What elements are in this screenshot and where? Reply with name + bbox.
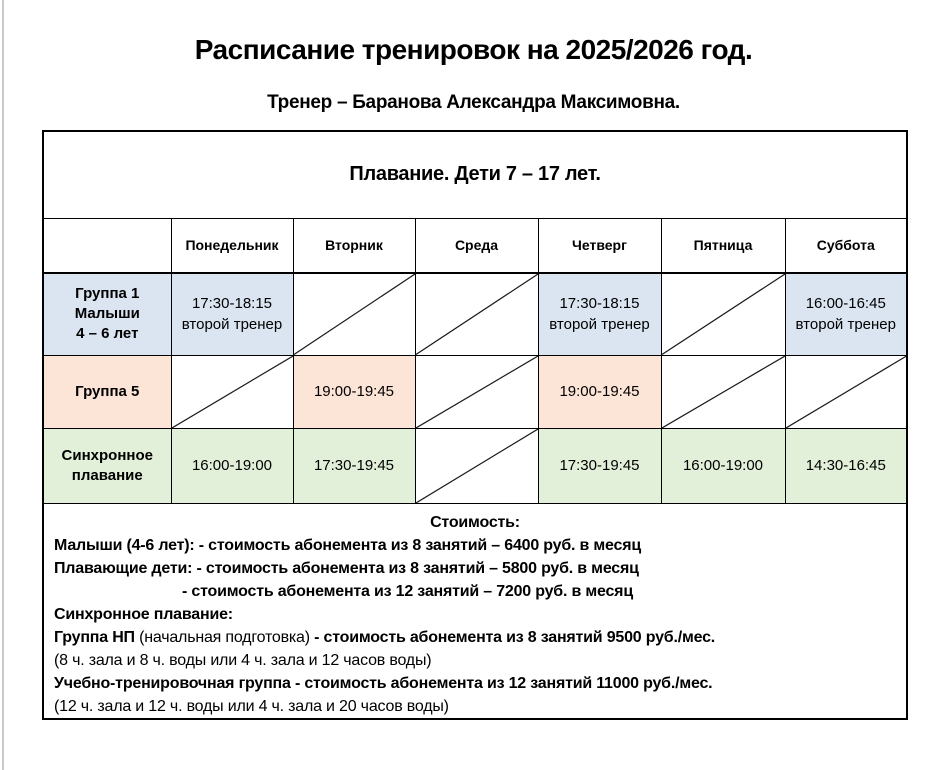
schedule-cell [785,428,907,503]
time-note: второй тренер [549,316,650,334]
pricing-line [54,603,896,626]
schedule-cell [293,428,415,503]
group-label-line: Синхронное [61,446,153,464]
pricing-header [54,511,896,534]
pricing-text: Синхронное плавание: [54,605,233,623]
diagonal-line-icon [416,356,538,428]
pricing-line [54,557,896,580]
time-slot: 17:30-19:45 [559,457,640,474]
time-slot: 19:00-19:45 [559,383,640,400]
pricing-text: Плавающие дети: - стоимость абонемента из 8 занятий – 5800 руб. в месяц [54,559,639,577]
schedule-cell [661,428,785,503]
time-slot: 14:30-16:45 [805,457,886,474]
time-slot: 19:00-19:45 [313,383,395,400]
group-label-cell [43,355,171,428]
time-note: второй тренер [795,316,896,334]
day-header-friday: Пятница [661,218,785,273]
pricing-text: Группа НП [54,628,140,646]
day-header-wednesday: Среда [415,218,538,273]
diagonal-line-icon [294,274,415,355]
time-slot: 16:00-19:00 [191,457,273,474]
diagonal-line-icon [662,274,785,355]
diagonal-line-icon [416,274,538,355]
pricing-text: - стоимость абонемента из 8 занятий 9500 руб./мес. [314,628,716,646]
page-title: Расписание тренировок на 2025/2026 год. [194,34,753,65]
time-slot: 17:30-18:15 [559,295,640,313]
schedule-cell [538,355,661,428]
schedule-table [42,130,908,720]
time-slot: 17:30-18:15 [191,295,273,313]
table-caption: Плавание. Дети 7 – 17 лет. [43,131,907,218]
schedule-cell [785,273,907,355]
group-label-line: Группа 1 [75,285,140,303]
empty-cell-diagonal [661,273,785,355]
diagonal-line-icon [786,356,907,428]
empty-cell-diagonal [661,355,785,428]
empty-cell-diagonal [293,273,415,355]
group-label-cell [43,428,171,503]
schedule-cell [538,428,661,503]
group-label-line: 4 – 6 лет [76,325,139,343]
page-left-edge [2,0,4,770]
day-header-thursday: Четверг [538,218,661,273]
group-label-line: Малыши [74,305,140,323]
group-label-cell [43,273,171,355]
empty-cell-diagonal [415,355,538,428]
pricing-text: (8 ч. зала и 8 ч. воды или 4 ч. зала и 12 часов воды) [54,651,432,669]
pricing-line [54,580,896,603]
pricing-text: Учебно-тренировочная группа - стоимость абонемента из 12 занятий 11000 руб./мес. [54,674,713,692]
time-slot: 16:00-16:45 [805,295,886,313]
schedule-cell [171,273,293,355]
pricing-line [54,649,896,672]
pricing-text: - стоимость абонемента из 12 занятий – 7200 руб. в месяц [182,582,633,600]
diagonal-line-icon [416,429,538,503]
schedule-cell [293,355,415,428]
empty-cell-diagonal [785,355,907,428]
diagonal-line-icon [172,356,293,428]
schedule-cell [171,428,293,503]
pricing-text: (начальная подготовка) [139,628,315,646]
day-header-saturday: Суббота [785,218,907,273]
corner-cell [43,218,171,273]
schedule-cell [538,273,661,355]
day-header-monday: Понедельник [171,218,293,273]
empty-cell-diagonal [415,273,538,355]
pricing-line [54,626,896,649]
pricing-block [43,503,907,719]
group-label-line: Группа 5 [75,382,140,400]
pricing-text: Малыши (4-6 лет): - стоимость абонемента из 8 занятий – 6400 руб. в месяц [54,536,642,554]
group-label-line: плавание [71,466,143,484]
empty-cell-diagonal [171,355,293,428]
day-header-tuesday: Вторник [293,218,415,273]
pricing-line [54,534,896,557]
pricing-line [54,695,896,718]
pricing-text: Стоимость: [430,513,520,531]
time-slot: 16:00-19:00 [682,457,764,474]
pricing-text: (12 ч. зала и 12 ч. воды или 4 ч. зала и 20 часов воды) [54,697,449,715]
pricing-line [54,672,896,695]
time-note: второй тренер [181,316,283,334]
time-slot: 17:30-19:45 [313,457,395,474]
coach-subtitle: Тренер – Баранова Александра Максимовна. [267,92,680,113]
diagonal-line-icon [662,356,785,428]
empty-cell-diagonal [415,428,538,503]
